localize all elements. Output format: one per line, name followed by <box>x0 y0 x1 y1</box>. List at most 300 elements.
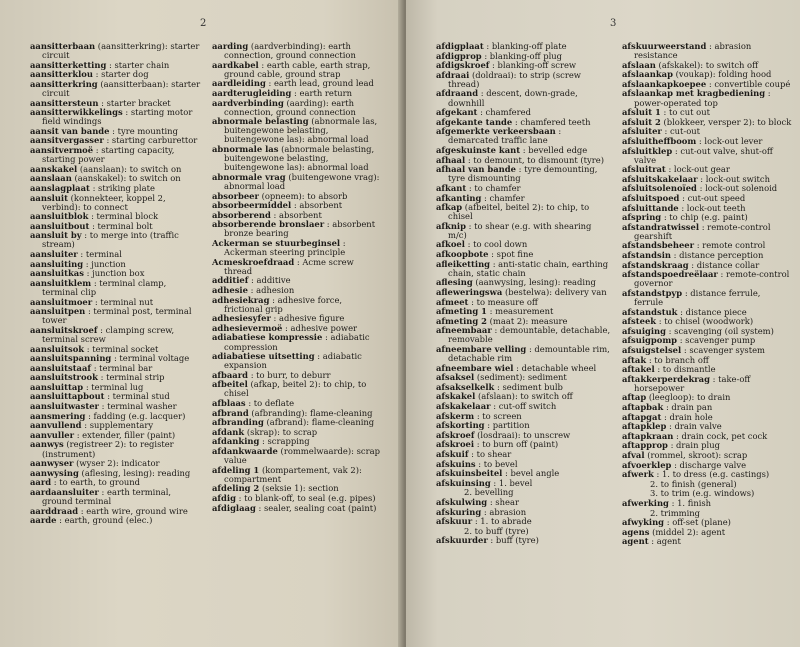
dictionary-entry <box>30 440 202 458</box>
headword: afgemerkte verkeersbaan <box>436 126 556 137</box>
definition: : sealer, sealing coat (paint) <box>258 502 377 513</box>
definition: : scavenger pump <box>679 335 756 346</box>
right-column-2 <box>622 42 792 547</box>
headword: afsakselkelk <box>436 381 495 392</box>
headword: afsluitrat <box>622 164 666 175</box>
headword: afstandspoedreëlaar <box>622 269 718 280</box>
headword: afkoel <box>436 239 465 250</box>
definition: (afslaan): to switch off <box>477 391 573 402</box>
definition: : terminal strip <box>100 372 165 383</box>
headword: additief <box>212 275 249 286</box>
headword: aansitterbaan <box>30 41 96 51</box>
definition: : absorbent <box>273 209 322 220</box>
headword: aansitvergasser <box>30 135 104 146</box>
headword: aarding <box>212 41 249 51</box>
headword: absorbeer <box>212 190 259 201</box>
definition: : drain valve <box>669 421 722 432</box>
headword: afskroei <box>436 439 475 450</box>
definition: : to measure off <box>471 296 538 307</box>
definition: : terminal bar <box>93 362 153 373</box>
definition: : to burr, to deburr <box>250 369 331 380</box>
dictionary-entry <box>212 99 380 117</box>
headword: afdraand <box>436 88 479 99</box>
definition: : take-off horsepower <box>634 373 751 393</box>
definition: : partition <box>487 420 530 431</box>
definition: (aanskakel): to switch on <box>74 173 181 184</box>
dictionary-entry <box>212 220 380 238</box>
definition: : buff (tyre) <box>490 535 539 546</box>
headword: aansitterkring <box>30 78 98 89</box>
definition: : 1. bevel <box>493 477 533 488</box>
headword: aftapkraan <box>622 430 674 441</box>
right-column-1 <box>436 42 612 546</box>
definition: (aansitterkring): starter circuit <box>42 41 200 61</box>
dictionary-entry <box>622 537 792 546</box>
headword: aardterugleiding <box>212 87 292 98</box>
definition: : scavenger system <box>683 345 765 355</box>
definition: (voukap): folding hood <box>675 69 772 80</box>
definition: (leegloop): to drain <box>648 392 731 403</box>
headword: adhesie <box>212 284 248 295</box>
definition: : detachable wheel <box>516 362 597 373</box>
headword: afknip <box>436 220 466 231</box>
headword: abnormale las <box>212 144 279 155</box>
definition: : blanking-off plate <box>486 41 567 51</box>
definition: : remote-control gearshift <box>634 221 771 241</box>
definition: : starter bracket <box>101 97 171 108</box>
headword: afsteek <box>622 316 657 327</box>
definition: : earth wire, ground wire <box>80 505 188 516</box>
dictionary-entry <box>30 279 202 297</box>
definition: : earth cable, earth strap, ground cable, ground strap <box>224 59 371 79</box>
headword: afsluit 1 <box>622 107 661 118</box>
definition: 3. to trim (e.g. windows) <box>650 488 755 499</box>
headword: afskuinsing <box>436 477 491 488</box>
dictionary-entry <box>212 173 380 191</box>
definition: : lock-out teeth <box>681 202 746 213</box>
definition: : sediment bulb <box>497 381 563 392</box>
headword: adiabatiese uitsetting <box>212 351 315 362</box>
headword: aanvullend <box>30 420 82 431</box>
definition: : to blank-off, to seal (e.g. pipes) <box>238 493 376 503</box>
page-number: 2 <box>200 18 207 29</box>
definition: : Ackerman steering principle <box>224 237 346 258</box>
headword: afneembaar <box>436 325 492 336</box>
headword: aansit van bande <box>30 125 110 136</box>
definition: : distance piece <box>680 306 747 317</box>
headword: afsaksel <box>436 372 475 383</box>
definition: (abnormale belasting, buitengewone belasting, buitengewone las): abnormal load <box>224 144 375 173</box>
definition: : adhesive power <box>284 322 358 333</box>
right-page <box>406 0 800 647</box>
dictionary-entry <box>436 127 612 145</box>
definition: (rommelwaarde): scrap value <box>224 446 380 466</box>
definition: : earth terminal, ground terminal <box>42 486 172 506</box>
headword: afstandsbeheer <box>622 240 695 251</box>
definition: : discharge valve <box>674 459 747 470</box>
headword: afsuigstelsel <box>622 345 682 355</box>
definition: : cut-off switch <box>493 401 557 412</box>
definition: : descent, down-grade, downhill <box>448 88 578 108</box>
definition: (blokkeer, versper 2): to block <box>663 116 792 127</box>
definition: : shear <box>489 497 519 507</box>
definition: : clamping screw, terminal screw <box>42 324 175 344</box>
headword: afslaankap <box>622 69 673 80</box>
definition: : to demount, to dismount (tyre) <box>467 154 604 165</box>
definition: : scrapping <box>262 436 310 447</box>
definition: : to shear (e.g. with shearing m/c) <box>448 220 592 240</box>
headword: afskakel <box>436 391 476 402</box>
headword: afskroef <box>436 429 475 440</box>
definition: : demarcated traffic lane <box>448 126 562 146</box>
headword: afsuigpomp <box>622 335 678 346</box>
headword: aansluitstrook <box>30 372 98 383</box>
dictionary-entry <box>622 499 792 508</box>
definition: : 1. to abrade <box>474 516 532 527</box>
headword: adhesiekrag <box>212 294 270 305</box>
dictionary-entry <box>436 345 612 363</box>
headword: afstandsin <box>622 250 671 261</box>
headword: absorberend <box>212 209 271 220</box>
definition: : additive <box>250 275 291 286</box>
definition: : drain cock, pet cock <box>676 430 768 441</box>
definition: : abrasion resistance <box>634 41 752 61</box>
headword: afdigskroef <box>436 60 490 71</box>
headword: aansluitsok <box>30 343 85 354</box>
definition: (sediment): sediment <box>476 372 567 383</box>
definition: : convertible coupé <box>708 78 791 89</box>
headword: aardverbinding <box>212 97 284 108</box>
definition: : starting motor field windings <box>42 107 193 127</box>
definition: : to screen <box>476 410 522 421</box>
headword: aansittersteun <box>30 97 99 108</box>
definition: : off-set (plane) <box>666 517 731 528</box>
definition: (abnormale las, buitengewone belasting, buitengewone las): abnormal load <box>224 116 378 145</box>
headword: afsluitheffboom <box>622 135 697 146</box>
headword: aanskakel <box>30 163 78 174</box>
headword: afdanking <box>212 436 260 447</box>
headword: afkoopbote <box>436 249 489 260</box>
definition: (afbranding): flame-cleaning <box>251 407 373 418</box>
definition: : to bevel <box>478 458 518 469</box>
headword: aftakel <box>622 364 655 375</box>
headword: Ackerman se stuurbeginsel <box>212 237 341 248</box>
definition: : lock-out gear <box>668 164 730 175</box>
definition: : 1. to dress (e.g. castings) <box>656 469 770 480</box>
definition: : terminal voltage <box>113 353 190 364</box>
headword: afdigplaat <box>436 41 484 51</box>
definition: : absorbent <box>293 200 343 211</box>
headword: afskuur <box>436 516 473 527</box>
left-column-1 <box>30 42 202 526</box>
headword: aansluitmoer <box>30 296 93 307</box>
dictionary-entry <box>436 260 612 278</box>
definition: : remote-control governor <box>634 269 790 289</box>
headword: afstandstpyp <box>622 287 683 298</box>
headword: abnormale belasting <box>212 116 309 127</box>
definition: : terminal bolt <box>92 220 153 231</box>
headword: afstandskraag <box>622 259 689 270</box>
dictionary-entry <box>212 42 380 60</box>
dictionary-entry <box>212 352 380 370</box>
definition: (afbrand): flame-cleaning <box>266 417 375 428</box>
definition: : cut-out <box>664 126 701 137</box>
headword: aansmering <box>30 410 86 421</box>
headword: afskakelaar <box>436 401 491 412</box>
definition: (doldraai): to strip (screw thread) <box>448 69 581 89</box>
headword: afskerm <box>436 410 475 421</box>
definition: (afbeitel, beitel 2): to chip, to chisel <box>448 202 590 222</box>
definition: (losdraai): to unscrew <box>477 429 571 440</box>
definition: : starter chain <box>108 59 170 70</box>
definition: : spot fine <box>491 249 534 260</box>
headword: adhesiesyfer <box>212 313 271 324</box>
headword: afwerking <box>622 498 669 508</box>
definition: : earth return <box>294 87 353 98</box>
dictionary-entry <box>30 516 202 525</box>
headword: absorberende bronslaer <box>212 219 325 230</box>
headword: aarde <box>30 515 57 526</box>
definition: (aansitterbaan): starter circuit <box>42 78 201 98</box>
definition: 2. to finish (general) <box>650 478 737 489</box>
definition: : tyre mounting <box>112 125 178 136</box>
definition: : starting carburettor <box>106 135 198 146</box>
dictionary-entry <box>622 289 792 307</box>
headword: afbrand <box>212 407 249 418</box>
definition: : terminal block <box>91 211 159 222</box>
headword: aansluit by <box>30 230 82 241</box>
definition: : bevel angle <box>505 468 560 479</box>
headword: aansitterklou <box>30 69 93 80</box>
headword: aansluitpen <box>30 306 86 317</box>
definition: : chamfered <box>480 107 531 118</box>
definition: : to chip (e.g. paint) <box>663 212 748 223</box>
definition: (bestelwa): delivery van <box>504 286 607 297</box>
headword: aanwys <box>30 439 64 450</box>
dictionary-entry <box>212 258 380 276</box>
definition: : 1. finish <box>671 498 712 508</box>
headword: aftapprop <box>622 440 668 451</box>
headword: aanvuller <box>30 429 75 440</box>
dictionary-entry <box>30 146 202 164</box>
definition: : measurement <box>489 306 554 317</box>
headword: afvoerklep <box>622 459 672 470</box>
definition: : tyre demounting, tyre dismounting <box>448 164 598 184</box>
definition: 2. bevelling <box>464 487 514 498</box>
headword: afslaankapkoepee <box>622 78 707 89</box>
headword: aansitterketting <box>30 59 107 70</box>
definition: : terminal post, terminal tower <box>42 306 192 326</box>
definition: : extender, filler (paint) <box>76 429 176 440</box>
headword: adhesievermoë <box>212 322 283 333</box>
headword: afmeting 2 <box>436 315 487 326</box>
headword: aardaansluiter <box>30 486 99 497</box>
definition: : to cool down <box>467 239 528 250</box>
definition: : lock-out solenoid <box>699 183 778 194</box>
definition: 2. trimming <box>650 507 701 518</box>
definition: : blanking-off screw <box>492 60 577 71</box>
definition: (aflesing, lesing): reading <box>81 467 191 478</box>
definition: : terminal socket <box>86 343 159 354</box>
headword: aansluitklem <box>30 277 92 288</box>
definition: : anti-static chain, earthing chain, static chain <box>448 258 609 278</box>
dictionary-entry <box>212 380 380 398</box>
headword: aansluitblok <box>30 211 89 222</box>
definition: : terminal washer <box>101 401 177 412</box>
headword: aarddraad <box>30 505 79 516</box>
headword: afsuiging <box>622 325 666 336</box>
dictionary-entry <box>622 89 792 107</box>
headword: agens <box>622 526 650 537</box>
definition: : Acme screw thread <box>224 256 354 276</box>
definition: (aarding): earth connection, ground connection <box>224 97 356 117</box>
headword: afdraai <box>436 69 470 80</box>
definition: (rommel, skroot): scrap <box>647 450 748 461</box>
headword: afgekante tande <box>436 116 513 127</box>
headword: afwyking <box>622 517 665 528</box>
headword: aftak <box>622 354 647 365</box>
headword: afbeitel <box>212 379 248 390</box>
headword: afskulwing <box>436 497 488 507</box>
definition: : adhesion <box>250 284 295 295</box>
definition: : striking plate <box>92 182 155 193</box>
definition: : power-operated top <box>634 88 771 108</box>
headword: afhaal van bande <box>436 164 516 175</box>
dictionary-entry <box>30 326 202 344</box>
dictionary-entry <box>30 42 202 60</box>
headword: afstandratwissel <box>622 221 700 232</box>
headword: afsluit 2 <box>622 116 661 127</box>
definition: (opneem): to absorb <box>261 190 348 201</box>
dictionary-entry <box>30 108 202 126</box>
headword: afdeling 1 <box>212 464 260 475</box>
definition: : junction <box>85 258 126 269</box>
headword: aansitterwikkelings <box>30 107 123 118</box>
headword: afspring <box>622 212 662 223</box>
dictionary-entry <box>212 61 380 79</box>
definition: : to branch off <box>648 354 709 365</box>
definition: : earth lead, ground lead <box>268 78 374 89</box>
headword: aansluitspanning <box>30 353 112 364</box>
dictionary-entry <box>622 223 792 241</box>
headword: aflesing <box>436 277 473 288</box>
definition: (wyser 2): indicator <box>76 458 160 469</box>
definition: : starting capacity, starting power <box>42 145 175 165</box>
dictionary-entry <box>212 466 380 484</box>
headword: adiabatiese kompressie <box>212 332 323 343</box>
headword: agent <box>622 536 649 547</box>
definition: : to dismantle <box>657 364 716 375</box>
dictionary-entry <box>212 239 380 257</box>
dictionary-entry <box>436 536 612 545</box>
definition: : to chamfer <box>468 182 521 193</box>
definition: : adhesive figure <box>273 313 345 324</box>
definition: : remote control <box>696 240 766 251</box>
headword: aardleiding <box>212 78 266 89</box>
headword: afblaas <box>212 398 246 409</box>
definition: (aardverbinding): earth connection, ground connection <box>224 41 356 61</box>
headword: aftapklep <box>622 421 667 432</box>
headword: afbranding <box>212 417 264 428</box>
dictionary-entry <box>622 270 792 288</box>
dictionary-entry <box>436 222 612 240</box>
definition: : scavenging (oil system) <box>668 325 774 336</box>
definition: : lock-out switch <box>700 173 770 184</box>
dictionary-entry <box>212 333 380 351</box>
definition: 2. to buff (tyre) <box>464 525 529 536</box>
definition: : drain hole <box>664 411 713 422</box>
definition: (aanslaan): to switch on <box>79 163 182 174</box>
definition: : terminal stud <box>107 391 170 402</box>
headword: aftapbak <box>622 402 664 413</box>
headword: afskorting <box>436 420 485 431</box>
headword: afskuinsbeitel <box>436 468 503 479</box>
definition: : starter dog <box>95 69 149 80</box>
headword: aardkabel <box>212 59 259 70</box>
dictionary-entry <box>30 231 202 249</box>
headword: afdank <box>212 426 245 437</box>
headword: afslaankap met kragbediening <box>622 88 766 99</box>
headword: afneembare wiel <box>436 362 514 373</box>
definition: : demountable, detachable, removable <box>448 325 611 345</box>
definition: (registreer 2): to register (instrument) <box>42 439 174 459</box>
headword: afskuif <box>436 449 469 460</box>
headword: aansluit <box>30 192 68 203</box>
dictionary-entry <box>622 147 792 165</box>
headword: afgekant <box>436 107 478 118</box>
definition: : drain plug <box>670 440 720 451</box>
definition: : drain pan <box>665 402 713 413</box>
definition: : terminal nut <box>94 296 154 307</box>
headword: afsluitspoed <box>622 193 680 203</box>
dictionary-entry <box>30 194 202 212</box>
headword: aansluitstaaf <box>30 362 92 373</box>
definition: (maat 2): measure <box>489 315 568 326</box>
definition: : absorbent bronze bearing <box>224 219 376 239</box>
definition: (konnekteer, koppel 2, verbind): to connect <box>42 192 166 212</box>
definition: (aanwysing, lesing): reading <box>475 277 596 288</box>
headword: aansluitbout <box>30 220 90 231</box>
dictionary-entry <box>212 117 380 144</box>
dictionary-entry <box>212 504 380 513</box>
headword: aftap <box>622 392 647 403</box>
definition: : terminal <box>80 249 122 260</box>
headword: aansluitwaster <box>30 401 99 412</box>
headword: afmeting 1 <box>436 306 487 317</box>
headword: absorbeermiddel <box>212 200 292 211</box>
headword: afleiketting <box>436 258 491 269</box>
dictionary-entry <box>436 203 612 221</box>
left-column-2 <box>212 42 380 513</box>
definition: : demountable rim, detachable rim <box>448 344 610 364</box>
dictionary-entry <box>436 326 612 344</box>
headword: aftakkerperdekrag <box>622 373 710 384</box>
dictionary-entry <box>30 307 202 325</box>
definition: (afkap, beitel 2): to chip, to chisel <box>224 379 367 399</box>
dictionary-entry <box>436 165 612 183</box>
definition: : to merge into (traffic stream) <box>42 230 179 250</box>
headword: afsluiter <box>622 126 662 137</box>
dictionary-entry <box>30 80 202 98</box>
definition: : chamfered teeth <box>514 116 591 127</box>
definition: : distance ferrule, ferrule <box>634 287 761 308</box>
definition: : terminal clamp, terminal clip <box>42 277 167 297</box>
dictionary-entry <box>622 375 792 393</box>
definition: (middel 2): agent <box>652 526 726 537</box>
headword: afdeling 2 <box>212 483 260 494</box>
headword: afskuring <box>436 506 482 517</box>
headword: aansluittap <box>30 381 84 392</box>
